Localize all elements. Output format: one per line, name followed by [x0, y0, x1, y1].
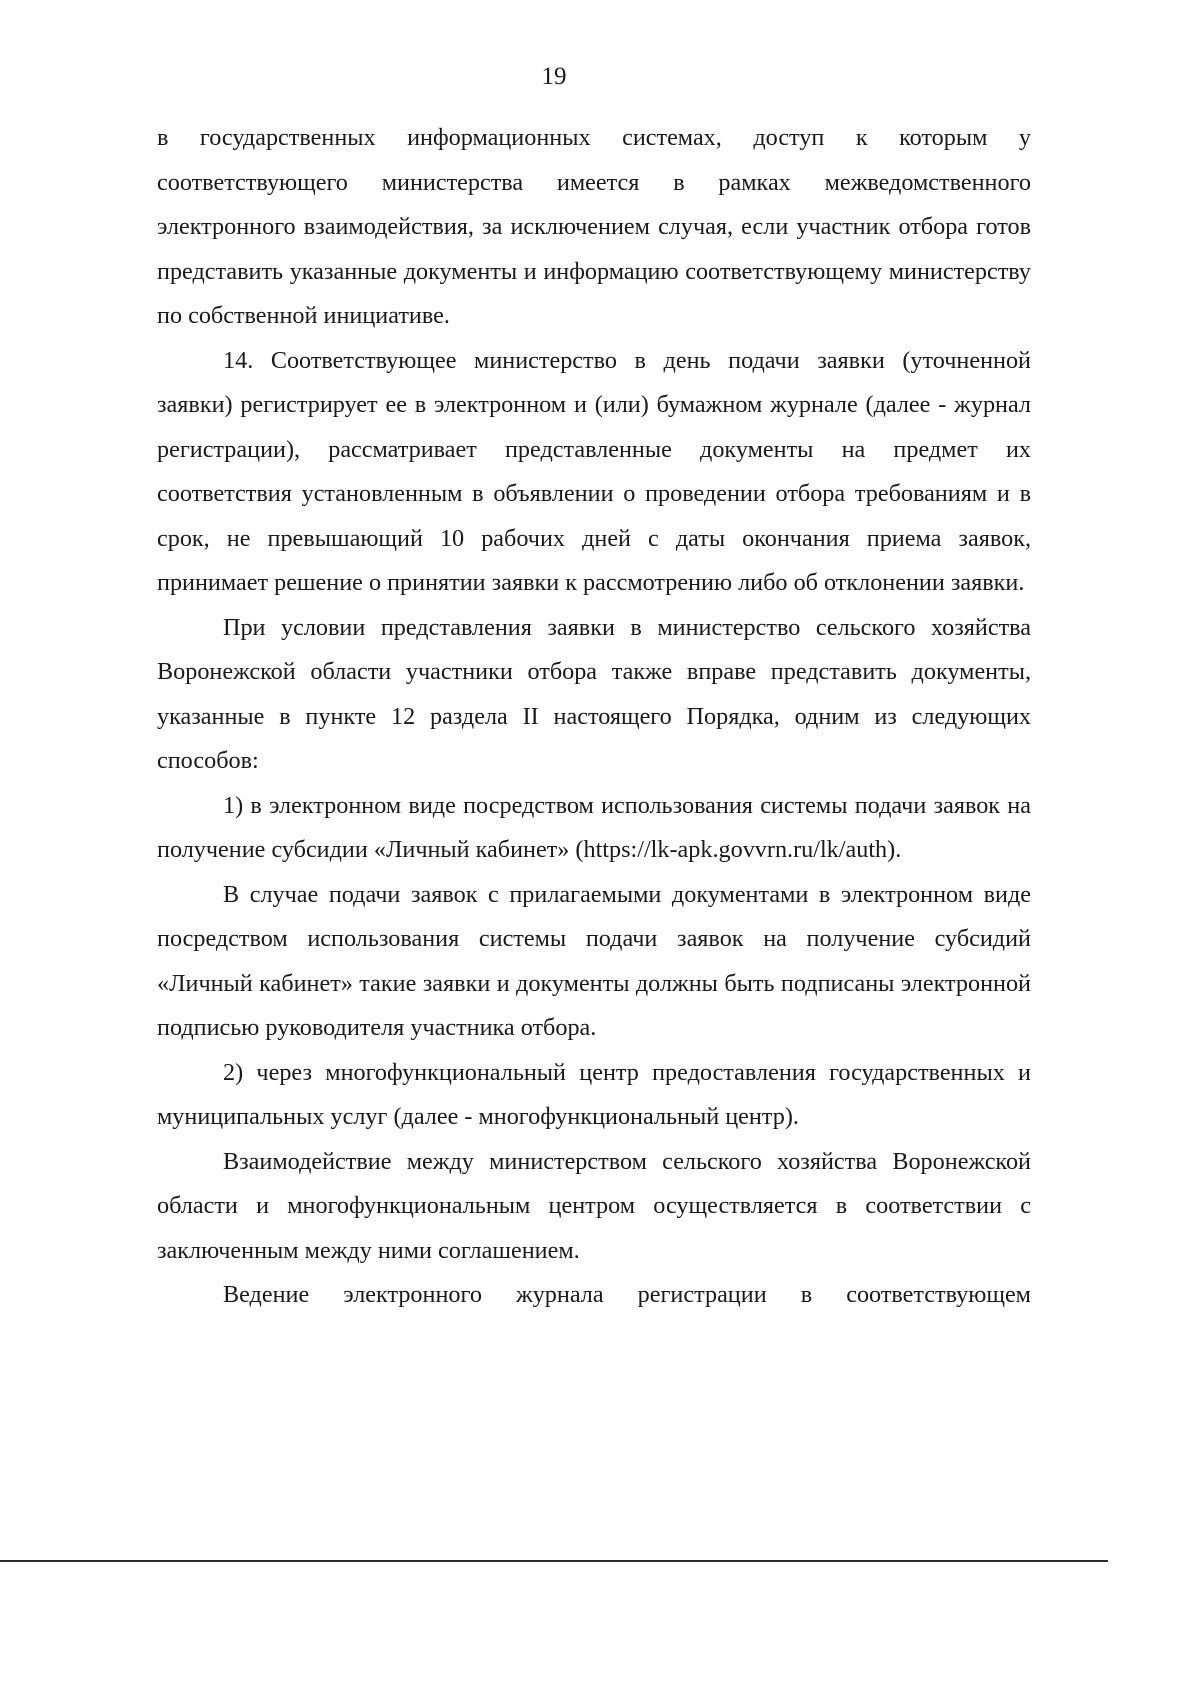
- paragraph-method-1: 1) в электронном виде посредством использования системы подачи заявок на получение субсидии «Личный кабинет» (https://lk-apk.govvrn.ru/lk/auth).: [157, 791, 1031, 863]
- page-number: 19: [541, 63, 567, 90]
- paragraph-continuation: в государственных информационных системах, доступ к которым у соответствующего министерства имеется в рамках межведомственного электронного взаимодействия, за исключением случая, если участник отбора готов представить указанные документы и информацию соответствующему министерству по собственной инициативе.: [157, 124, 1031, 329]
- paragraph-method-2: 2) через многофункциональный центр предоставления государственных и муниципальных услуг (далее - многофункциональный центр).: [157, 1058, 1031, 1130]
- paragraph-interaction: Взаимодействие между министерством сельского хозяйства Воронежской области и многофункциональным центром осуществляется в соответствии с заключенным между ними соглашением.: [157, 1147, 1031, 1264]
- paragraph-item-14: 14. Соответствующее министерство в день подачи заявки (уточненной заявки) регистрирует ее в электронном и (или) бумажном журнале (далее - журнал регистрации), рассматривает представленные документы на предмет их соответствия установленным в объявлении о проведении отбора требованиям и в срок, не превышающий 10 рабочих дней с даты окончания приема заявок, принимает решение о принятии заявки к рассмотрению либо об отклонении заявки.: [157, 346, 1031, 596]
- document-body: [157, 116, 1031, 1318]
- paragraph-submission-conditions: При условии представления заявки в министерство сельского хозяйства Воронежской области участники отбора также вправе представить документы, указанные в пункте 12 раздела II настоящего Порядка, одним из следующих способов:: [157, 613, 1031, 774]
- bottom-divider: [0, 1560, 1108, 1562]
- paragraph-electronic-signature: В случае подачи заявок с прилагаемыми документами в электронном виде посредством использования системы подачи заявок на получение субсидий «Личный кабинет» такие заявки и документы должны быть подписаны электронной подписью руководителя участника отбора.: [157, 880, 1031, 1041]
- paragraph-journal: Ведение электронного журнала регистрации в соответствующем: [223, 1281, 1031, 1308]
